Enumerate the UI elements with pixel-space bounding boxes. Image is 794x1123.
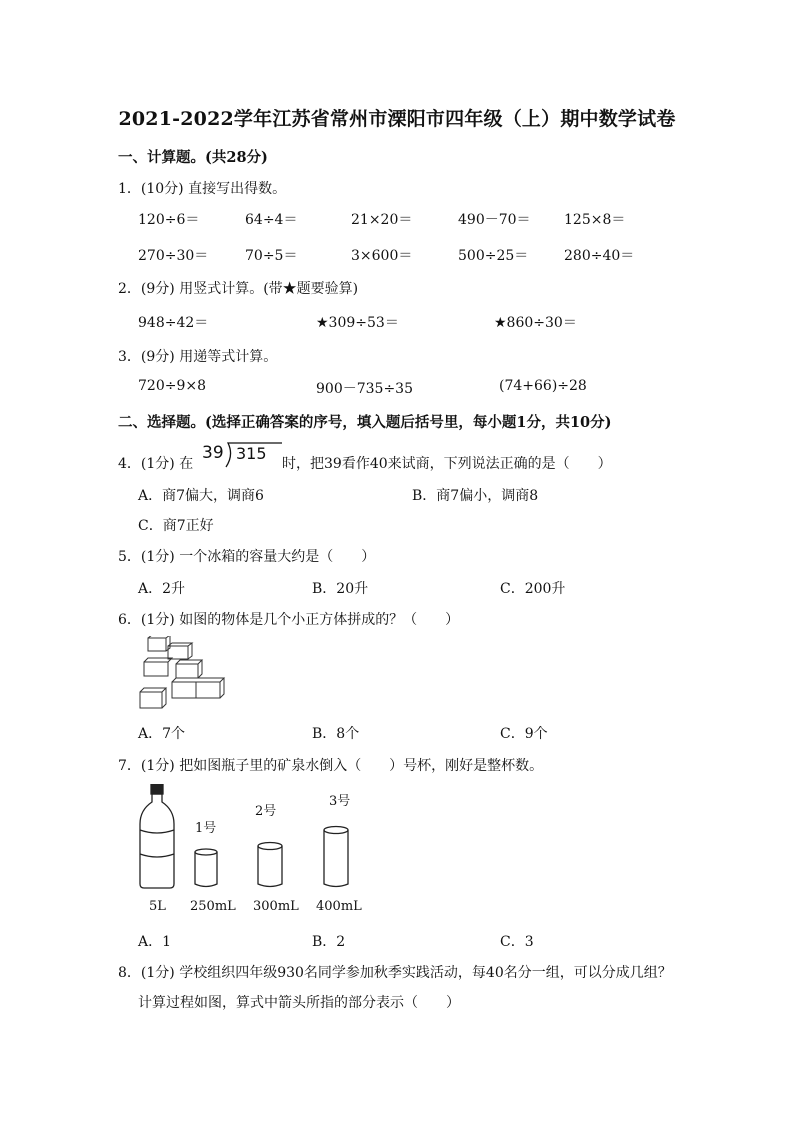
q6-option-c[interactable]: C．9个 xyxy=(500,726,548,742)
expression: ★860÷30＝ xyxy=(494,315,577,331)
expression: 21×20＝ xyxy=(351,212,413,228)
question-6: 6．(1分) 如图的物体是几个小正方体拼成的？（ ） xyxy=(118,612,460,628)
expression: 490－70＝ xyxy=(458,212,531,228)
expression: 64÷4＝ xyxy=(245,212,298,228)
expression: 948÷42＝ xyxy=(138,315,209,331)
expression: 500÷25＝ xyxy=(458,248,529,264)
q5-option-a[interactable]: A．2升 xyxy=(138,581,186,597)
q4-option-b[interactable]: B．商7偏小，调商8 xyxy=(412,488,539,504)
expression: 720÷9×8 xyxy=(138,378,206,394)
cup-2-volume: 300mL xyxy=(253,899,299,914)
question-1: 1．(10分) 直接写出得数。 xyxy=(118,181,287,197)
q4-option-c[interactable]: C．商7正好 xyxy=(138,518,214,534)
expression: 280÷40＝ xyxy=(564,248,635,264)
expression: 120÷6＝ xyxy=(138,212,200,228)
section-choice-heading: 二、选择题。(选择正确答案的序号，填入题后括号里，每小题1分，共10分) xyxy=(118,414,612,431)
exam-title: 2021-2022学年江苏省常州市溧阳市四年级（上）期中数学试卷 xyxy=(118,108,676,130)
question-4-prefix: 4．(1分) 在 xyxy=(118,456,194,472)
cup-3-label: 3号 xyxy=(329,794,351,809)
question-2-row xyxy=(138,312,698,332)
q5-option-b[interactable]: B．20升 xyxy=(312,581,369,597)
question-8-line-1: 8．(1分) 学校组织四年级930名同学参加秋季实践活动，每40名分一组，可以分成几组？ xyxy=(118,965,672,981)
cup-2-label: 2号 xyxy=(255,804,277,819)
q4-option-a[interactable]: A．商7偏大，调商6 xyxy=(138,488,264,504)
question-5: 5．(1分) 一个冰箱的容量大约是（ ） xyxy=(118,549,376,565)
cup-1-label: 1号 xyxy=(195,821,217,836)
q6-option-b[interactable]: B．8个 xyxy=(312,726,360,742)
divisor: 39 xyxy=(202,443,224,463)
cup-3-volume: 400mL xyxy=(316,899,362,914)
expression: 270÷30＝ xyxy=(138,248,209,264)
expression: 125×8＝ xyxy=(564,212,626,228)
question-2: 2．(9分) 用竖式计算。(带★题要验算) xyxy=(118,281,359,297)
question-4-suffix: 时，把39看作40来试商，下列说法正确的是（ ） xyxy=(282,456,612,472)
q5-option-c[interactable]: C．200升 xyxy=(500,581,566,597)
question-1-row-2 xyxy=(138,245,698,265)
expression: 3×600＝ xyxy=(351,248,413,264)
question-1-row-1 xyxy=(138,209,698,229)
section-calculation-heading: 一、计算题。(共28分) xyxy=(118,149,268,166)
expression: 70÷5＝ xyxy=(245,248,298,264)
question-8-line-2: 计算过程如图，算式中箭头所指的部分表示（ ） xyxy=(138,995,460,1011)
cube-stack-figure xyxy=(136,636,230,712)
cup-1-volume: 250mL xyxy=(190,899,236,914)
dividend: 315 xyxy=(236,444,267,463)
question-3-row xyxy=(138,378,698,398)
q7-option-b[interactable]: B．2 xyxy=(312,934,346,950)
expression: ★309÷53＝ xyxy=(316,315,399,331)
q7-option-a[interactable]: A．1 xyxy=(138,934,172,950)
bottle-volume: 5L xyxy=(149,899,166,914)
long-division-figure xyxy=(200,441,284,469)
question-7: 7．(1分) 把如图瓶子里的矿泉水倒入（ ）号杯，刚好是整杯数。 xyxy=(118,758,544,774)
expression: 900－735÷35 xyxy=(316,381,413,397)
q7-option-c[interactable]: C．3 xyxy=(500,934,534,950)
question-3: 3．(9分) 用递等式计算。 xyxy=(118,349,278,365)
expression: (74+66)÷28 xyxy=(499,378,587,394)
q6-option-a[interactable]: A．7个 xyxy=(138,726,186,742)
